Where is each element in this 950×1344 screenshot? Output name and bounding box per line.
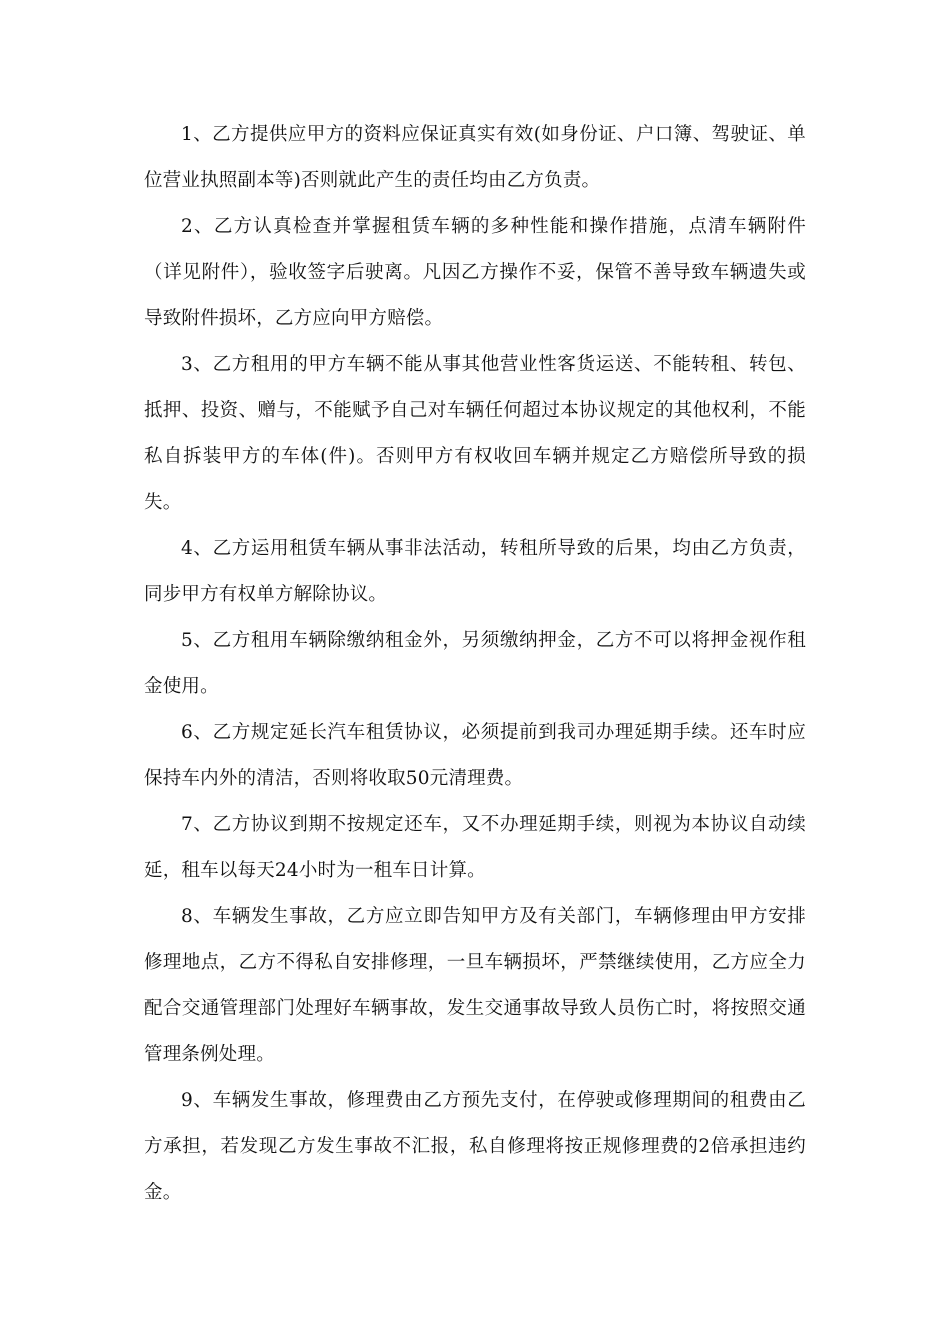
clause-1: 1、乙方提供应甲方的资料应保证真实有效(如身份证、户口簿、驾驶证、单位营业执照副本等)否则就此产生的责任均由乙方负责。 [144,124,806,191]
clause-2: 2、乙方认真检查并掌握租赁车辆的多种性能和操作措施，点清车辆附件（详见附件），验收签字后驶离。凡因乙方操作不妥，保管不善导致车辆遗失或导致附件损坏，乙方应向甲方赔偿。 [144,216,806,329]
clause-8: 8、车辆发生事故，乙方应立即告知甲方及有关部门，车辆修理由甲方安排修理地点，乙方不得私自安排修理，一旦车辆损坏，严禁继续使用，乙方应全力配合交通管理部门处理好车辆事故，发生交通事故导致人员伤亡时，将按照交通管理条例处理。 [144,906,806,1065]
document-body [144,112,806,1216]
clause-6: 6、乙方规定延长汽车租赁协议，必须提前到我司办理延期手续。还车时应保持车内外的清洁，否则将收取50元清理费。 [144,722,806,789]
clause-5: 5、乙方租用车辆除缴纳租金外，另须缴纳押金，乙方不可以将押金视作租金使用。 [144,630,806,697]
clause-9: 9、车辆发生事故，修理费由乙方预先支付，在停驶或修理期间的租费由乙方承担，若发现乙方发生事故不汇报，私自修理将按正规修理费的2倍承担违约金。 [144,1090,806,1203]
clause-3: 3、乙方租用的甲方车辆不能从事其他营业性客货运送、不能转租、转包、抵押、投资、赠与，不能赋予自己对车辆任何超过本协议规定的其他权利，不能私自拆装甲方的车体(件)。否则甲方有权收回车辆并规定乙方赔偿所导致的损失。 [144,354,806,513]
clause-7: 7、乙方协议到期不按规定还车，又不办理延期手续，则视为本协议自动续延，租车以每天24小时为一租车日计算。 [144,814,806,881]
clause-4: 4、乙方运用租赁车辆从事非法活动，转租所导致的后果，均由乙方负责，同步甲方有权单方解除协议。 [144,538,806,605]
